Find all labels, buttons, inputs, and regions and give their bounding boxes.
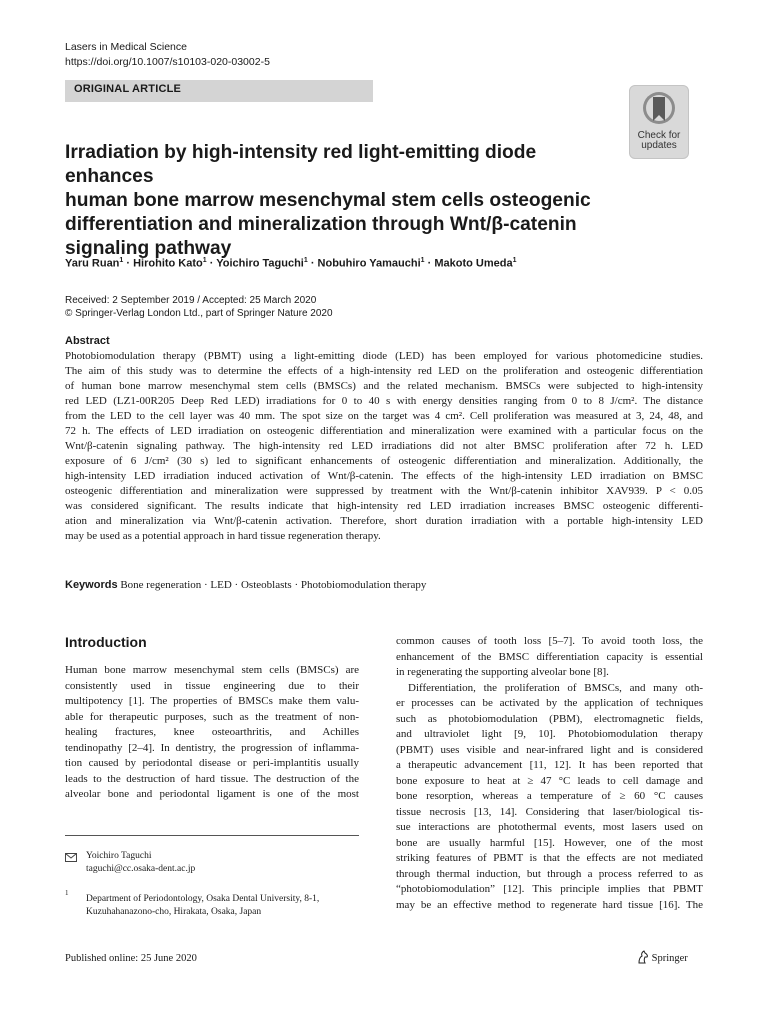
abstract-line: high-intensity LED irradiation induced activation of Wnt/β-catenin. The effects of the high-intensity LED irradiation on BMSC: [65, 470, 703, 482]
footnote-divider: [65, 835, 359, 836]
abstract-line: may be used as a potential approach in hard tissue regeneration therapy.: [65, 530, 381, 542]
body-line: alveolar bone and periodontal ligament is one of the most: [65, 788, 359, 800]
body-line: such as photobiomodulation (PBM), electromagnetic fields,: [396, 712, 703, 725]
body-line: “photobiomodulation” [12]. This principle implies that PBMT: [396, 883, 703, 895]
article-title: [65, 141, 625, 261]
body-line: common causes of tooth loss [5–7]. To avoid tooth loss, the: [396, 635, 703, 647]
section-heading-introduction: Introduction: [65, 634, 147, 650]
journal-name: Lasers in Medical Science: [65, 41, 187, 53]
body-line: in regenerating the supporting alveolar bone [8].: [396, 666, 609, 678]
body-line: striking features of PBMT is that the effects are not mediated: [396, 852, 703, 864]
abstract-line: Wnt/β-catenin signaling pathway. The high-intensity red LED irradiations did not alter BMSC proliferation after 72 h. LED: [65, 440, 703, 452]
crossmark-icon: [642, 91, 676, 129]
affiliation-line: Kuzuhahanazono-cho, Hirakata, Osaka, Japan: [86, 907, 262, 917]
publisher-logo: [636, 950, 688, 966]
abstract-line: osteogenic differentiation and mineralization were suppressed by treatment with the Wnt/β-catenin inhibitor XAV939. P < 0.05: [65, 485, 703, 497]
article-type-bar: [65, 80, 373, 102]
body-line: leads to the destruction of hard tissue. The destruction of the: [65, 772, 359, 785]
body-line: er processes can be activated by the application of techniques: [396, 697, 703, 709]
keywords-text: Bone regeneration · LED · Osteoblasts · Photobiomodulation therapy: [120, 579, 427, 591]
check-for-updates-badge[interactable]: [629, 85, 689, 159]
body-line: healing fractures, knee osteoarthritis, and Achilles: [65, 726, 359, 738]
publisher-name: Springer: [651, 953, 688, 964]
body-line: able for therapeutic purposes, such as the treatment of non-: [65, 710, 359, 723]
body-line: sue interactions are photothermal events, most lasers used on: [396, 821, 703, 833]
author-name[interactable]: Makoto Umeda: [434, 257, 513, 270]
copyright-line: © Springer-Verlag London Ltd., part of Springer Nature 2020: [65, 308, 333, 319]
affiliation-number: 1: [65, 889, 69, 897]
abstract-line: of human bone marrow mesenchymal stem cells (BMSCs) and the related mechanism. BMSCs were subjected to high-intensity: [65, 380, 703, 392]
body-column-left: [65, 663, 359, 803]
affiliation-line: Department of Periodontology, Osaka Dental University, 8-1,: [86, 894, 320, 904]
author-affiliation: 1: [119, 257, 124, 264]
body-line: Differentiation, the proliferation of BMSCs, and many oth-: [408, 681, 703, 694]
abstract-line: red LED (LZ1-00R205 Deep Red LED) irradiations for 0 to 40 s with energy densities ranging from 0 to 8 J/cm². The distance: [65, 395, 703, 407]
author-list: Yaru Ruan$^1$ · Hirohito Kato$^1$ · Yoichiro Taguchi$^1$ · Nobuhiro Yamauchi$^1$ · Makoto Umeda$^1$: [65, 257, 517, 270]
abstract-line: from the LED to the cell layer was 40 mm. The spot size on the target was 4 cm². Cell proliferation was measured at 3, 24, 48, and: [65, 410, 703, 422]
title-line: human bone marrow mesenchymal stem cells osteogenic: [65, 190, 591, 211]
article-type: ORIGINAL ARTICLE: [74, 83, 182, 95]
body-line: a therapeutic advancement [11, 12]. It has been reported that: [396, 759, 703, 771]
body-line: may be an effective method to regenerate hard tissue [16]. The: [396, 898, 703, 911]
body-line: multipotency [1]. The properties of BMSCs make them valu-: [65, 695, 359, 707]
title-line: Irradiation by high-intensity red light-emitting diode enhances: [65, 142, 537, 187]
doi-link[interactable]: https://doi.org/10.1007/s10103-020-03002-5: [65, 56, 270, 68]
abstract-line: 72 h. The effects of LED irradiation on osteogenic differentiation and mineralization were examined with a particular focus on the: [65, 425, 703, 437]
abstract-line: The aim of this study was to determine the effects of a high-intensity red LED on the proliferation and osteogenic differentiation: [65, 365, 703, 377]
body-line: tissue necrosis [13, 14]. Considering that laser/biological tis-: [396, 805, 703, 818]
author-name[interactable]: Hirohito Kato: [133, 257, 203, 270]
body-line: through thermal induction, but through a process referred to as: [396, 867, 703, 880]
keywords: [65, 578, 426, 592]
published-online-date: Published online: 25 June 2020: [65, 953, 197, 964]
author-affiliation: 1: [420, 257, 425, 264]
author-name[interactable]: Yoichiro Taguchi: [216, 257, 304, 270]
body-line: bone are usually harmful [15]. However, one of the most: [396, 836, 703, 849]
envelope-icon: [65, 853, 77, 862]
body-line: bone exposure to heat at ≥ 47 °C leads to cell damage and: [396, 774, 703, 787]
abstract-line: was considered significant. The results indicate that high-intensity red LED irradiation increases BMSC osteogenic differenti-: [65, 500, 703, 512]
body-line: tendinopathy [2–4]. In dentistry, the progression of inflamma-: [65, 741, 359, 754]
abstract-line: Photobiomodulation therapy (PBMT) using a light-emitting diode (LED) has been employed for various photomedicine studies.: [65, 350, 703, 362]
body-line: (PBMT) uses visible and near-infrared light and is considered: [396, 743, 703, 756]
keywords-label: Keywords: [65, 579, 118, 591]
title-line: signaling pathway: [65, 238, 232, 259]
body-column-right: [396, 634, 703, 913]
abstract-line: exposure of 6 J/cm² (30 s) led to significant enhancements of osteogenic differentiation and mineralization. Additionally, the: [65, 455, 703, 467]
body-line: Human bone marrow mesenchymal stem cells (BMSCs) are: [65, 664, 359, 676]
author-affiliation: 1: [202, 257, 207, 264]
body-line: tion caused by periodontal disease or peri-implantitis usually: [65, 757, 359, 769]
check-for-updates-label: Check for updates: [637, 130, 681, 151]
corresponding-author-name: Yoichiro Taguchi: [86, 851, 152, 861]
body-line: and ultraviolet light [9, 10]. Photobiomodulation therapy: [396, 728, 703, 740]
author-affiliation: 1: [512, 257, 517, 264]
abstract-body: [65, 349, 703, 544]
springer-horse-icon: [636, 950, 649, 964]
body-line: consistently used in tissue engineering due to their: [65, 679, 359, 692]
body-line: enhancement of the BMSC differentiation capacity is essential: [396, 650, 703, 663]
corresponding-author-email[interactable]: taguchi@cc.osaka-dent.ac.jp: [86, 864, 196, 874]
title-line: differentiation and mineralization through Wnt/β-catenin: [65, 214, 577, 235]
author-name[interactable]: Yaru Ruan: [65, 257, 120, 270]
abstract-line: ation and mineralization via Wnt/β-catenin activation. Therefore, short duration irradiation with a portable high-intensity LED: [65, 515, 703, 527]
received-accepted-dates: Received: 2 September 2019 / Accepted: 25 March 2020: [65, 295, 317, 306]
author-name[interactable]: Nobuhiro Yamauchi: [317, 257, 421, 270]
author-affiliation: 1: [303, 257, 308, 264]
abstract-heading: Abstract: [65, 335, 110, 347]
body-line: bone resorption, whereas a temperature of ≥ 60 °C causes: [396, 790, 703, 802]
